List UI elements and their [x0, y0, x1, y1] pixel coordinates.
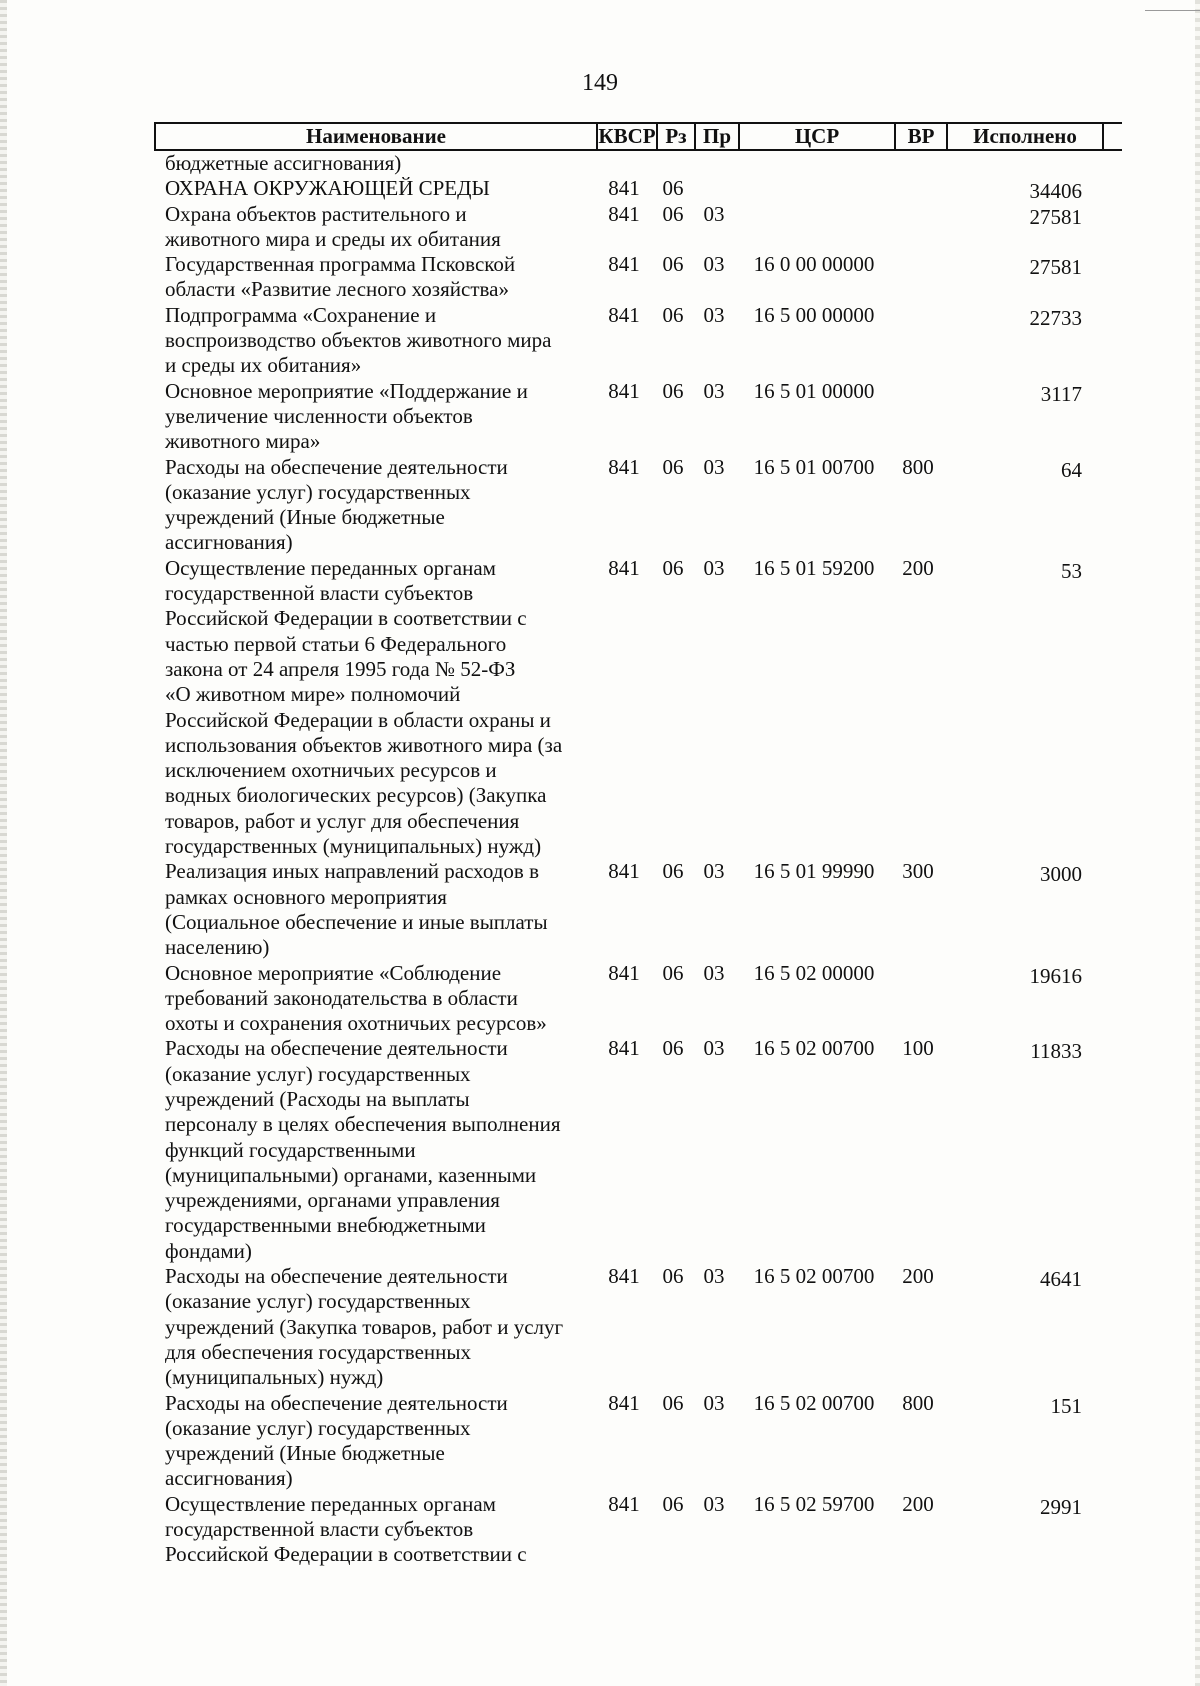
name-line: воспроизводство объектов животного мира [165, 328, 552, 353]
cell-kvsr: 841 [608, 1264, 640, 1289]
name-line: Реализация иных направлений расходов в [165, 859, 540, 884]
cell-csr: 16 5 01 00700 [753, 454, 875, 479]
cell-executed: 64 [1061, 457, 1082, 482]
cell-rz: 06 [662, 302, 684, 327]
name-line: Охрана объектов растительного и [165, 201, 467, 226]
name-line: закона от 24 апреля 1995 года № 52-ФЗ [165, 656, 516, 681]
name-line: Расходы на обеспечение деятельности [165, 1036, 508, 1061]
name-line: использования объектов животного мира (за [165, 732, 563, 757]
name-line: бюджетные ассигнования) [165, 151, 402, 175]
header-rz: Рз [656, 124, 694, 149]
cell-pr: 03 [703, 960, 725, 985]
name-line: Российской Федерации в области охраны и [165, 707, 551, 732]
cell-pr: 03 [703, 302, 725, 327]
name-line: учреждений (Расходы на выплаты [165, 1086, 470, 1111]
name-line: Расходы на обеспечение деятельности [165, 454, 508, 479]
name-line: животного мира и среды их обитания [165, 226, 501, 251]
table-row [154, 202, 1122, 253]
cell-csr: 16 5 02 59700 [753, 1491, 875, 1516]
cell-csr [736, 202, 892, 253]
table-row [154, 961, 1122, 1037]
cell-executed: 151 [1050, 1393, 1082, 1418]
cell-rz: 06 [662, 378, 684, 403]
cell-vr [892, 303, 944, 379]
name-line: (оказание услуг) государственных [165, 479, 471, 504]
cell-pr: 03 [703, 555, 725, 580]
cell-name [154, 379, 594, 455]
cell-kvsr: 841 [608, 252, 640, 277]
name-line: рамках основного мероприятия [165, 884, 447, 909]
cell-pr: 03 [703, 859, 725, 884]
name-line: Российской Федерации в соответствии с [165, 606, 527, 631]
cell-vr [892, 176, 944, 201]
name-line: государственной власти субъектов [165, 581, 474, 606]
table-row [154, 1492, 1122, 1568]
name-line: населению) [165, 935, 270, 960]
name-line: (муниципальных) нужд) [165, 1365, 384, 1390]
cell-pr: 03 [703, 454, 725, 479]
name-line: охоты и сохранения охотничьих ресурсов» [165, 1011, 547, 1036]
cell-csr [736, 151, 892, 176]
table-row [154, 252, 1122, 303]
cell-pr: 03 [703, 252, 725, 277]
cell-executed: 53 [1061, 558, 1082, 583]
table-row [154, 176, 1122, 204]
name-line: Основное мероприятие «Поддержание и [165, 378, 528, 403]
cell-name [154, 1391, 594, 1492]
table-row [154, 1264, 1122, 1390]
cell-pr: 03 [703, 378, 725, 403]
table-body [154, 151, 1122, 1568]
cell-pr: 03 [703, 1491, 725, 1516]
name-line: (оказание услуг) государственных [165, 1061, 471, 1086]
name-line: (Социальное обеспечение и иные выплаты [165, 909, 548, 934]
cell-kvsr: 841 [608, 378, 640, 403]
cell-kvsr [594, 151, 654, 176]
cell-rz: 06 [662, 960, 684, 985]
name-line: учреждениями, органами управления [165, 1188, 500, 1213]
cell-vr: 100 [902, 1036, 934, 1061]
cell-executed: 27581 [1029, 204, 1082, 229]
cell-rz [654, 151, 692, 176]
name-line: (оказание услуг) государственных [165, 1415, 471, 1440]
header-pr: Пр [694, 124, 738, 149]
scan-edge-right [1195, 0, 1200, 1686]
cell-vr [892, 961, 944, 1037]
name-line: исключением охотничьих ресурсов и [165, 758, 497, 783]
cell-executed: 27581 [1029, 255, 1082, 280]
name-line: Расходы на обеспечение деятельности [165, 1264, 508, 1289]
name-line: водных биологических ресурсов) (Закупка [165, 783, 547, 808]
cell-rz: 06 [662, 555, 684, 580]
cell-vr: 800 [902, 1390, 934, 1415]
cell-name [154, 1036, 594, 1264]
cell-rz: 06 [662, 201, 684, 226]
scan-edge-left [0, 0, 7, 1686]
table-row [154, 556, 1122, 860]
cell-vr [892, 202, 944, 253]
cell-rz: 06 [662, 859, 684, 884]
cell-csr: 16 5 00 00000 [753, 302, 875, 327]
table-row [154, 1036, 1122, 1264]
name-line: товаров, работ и услуг для обеспечения [165, 808, 520, 833]
name-line: требований законодательства в области [165, 985, 518, 1010]
cell-rz: 06 [662, 454, 684, 479]
name-line: Российской Федерации в соответствии с [165, 1542, 527, 1567]
cell-vr [892, 151, 944, 176]
cell-vr: 200 [902, 1491, 934, 1516]
name-line: частью первой статьи 6 Федерального [165, 631, 507, 656]
cell-vr: 300 [902, 859, 934, 884]
name-line: области «Развитие лесного хозяйства» [165, 277, 509, 302]
cell-vr [892, 252, 944, 303]
cell-name [154, 556, 594, 860]
cell-executed [944, 154, 1102, 179]
cell-kvsr: 841 [608, 176, 640, 201]
cell-rz: 06 [662, 1264, 684, 1289]
cell-pr: 03 [703, 201, 725, 226]
cell-kvsr: 841 [608, 859, 640, 884]
header-kvsr: КВСР [596, 124, 656, 149]
cell-executed: 2991 [1040, 1494, 1082, 1519]
cell-name [154, 961, 594, 1037]
cell-executed: 3000 [1040, 862, 1082, 887]
cell-kvsr: 841 [608, 960, 640, 985]
name-line: учреждений (Иные бюджетные [165, 505, 445, 530]
table-row [154, 303, 1122, 379]
table-row [154, 379, 1122, 455]
cell-vr: 800 [902, 454, 934, 479]
cell-kvsr: 841 [608, 1390, 640, 1415]
cell-csr: 16 0 00 00000 [753, 252, 875, 277]
cell-rz: 06 [662, 1491, 684, 1516]
cell-csr: 16 5 02 00000 [753, 960, 875, 985]
cell-executed: 34406 [1029, 179, 1082, 204]
cell-csr: 16 5 02 00700 [753, 1390, 875, 1415]
cell-kvsr: 841 [608, 302, 640, 327]
table-header [154, 122, 1122, 151]
name-line: учреждений (Закупка товаров, работ и услуг [165, 1314, 564, 1339]
cell-vr [892, 379, 944, 455]
cell-name [154, 252, 594, 303]
cell-csr [736, 176, 892, 201]
table-row [154, 455, 1122, 556]
cell-rz: 06 [662, 252, 684, 277]
cell-name [154, 1492, 594, 1568]
name-line: (оказание услуг) государственных [165, 1289, 471, 1314]
table-row [154, 151, 1122, 176]
cell-executed: 4641 [1040, 1267, 1082, 1292]
table-row [154, 859, 1122, 960]
name-line: Осуществление переданных органам [165, 555, 496, 580]
cell-csr: 16 5 02 00700 [753, 1264, 875, 1289]
cell-csr: 16 5 02 00700 [753, 1036, 875, 1061]
name-line: ОХРАНА ОКРУЖАЮЩЕЙ СРЕДЫ [165, 176, 490, 201]
scan-corner-mark [1145, 0, 1200, 11]
cell-rz: 06 [662, 1390, 684, 1415]
cell-name [154, 202, 594, 253]
cell-csr: 16 5 01 59200 [753, 555, 875, 580]
header-csr: ЦСР [738, 124, 894, 149]
name-line: увеличение численности объектов [165, 403, 473, 428]
cell-name [154, 176, 594, 201]
cell-pr: 03 [703, 1036, 725, 1061]
cell-executed: 11833 [1030, 1039, 1082, 1064]
name-line: государственной власти субъектов [165, 1517, 474, 1542]
page-number: 149 [582, 70, 618, 96]
cell-kvsr: 841 [608, 201, 640, 226]
cell-kvsr: 841 [608, 555, 640, 580]
cell-pr: 03 [703, 1390, 725, 1415]
cell-executed: 3117 [1040, 381, 1082, 406]
name-line: животного мира» [165, 429, 321, 454]
cell-executed: 22733 [1029, 305, 1082, 330]
name-line: государственными внебюджетными [165, 1213, 486, 1238]
name-line: учреждений (Иные бюджетные [165, 1441, 445, 1466]
cell-rz: 06 [662, 1036, 684, 1061]
budget-table [154, 122, 1122, 1568]
table-row [154, 1391, 1122, 1492]
cell-pr: 03 [703, 1264, 725, 1289]
cell-rz: 06 [662, 176, 684, 201]
name-line: государственных (муниципальных) нужд) [165, 834, 542, 859]
cell-vr: 200 [902, 555, 934, 580]
cell-pr [692, 151, 736, 176]
name-line: ассигнования) [165, 1466, 293, 1491]
name-line: Расходы на обеспечение деятельности [165, 1390, 508, 1415]
cell-kvsr: 841 [608, 1491, 640, 1516]
cell-csr: 16 5 01 00000 [753, 378, 875, 403]
cell-name [154, 859, 594, 960]
name-line: Осуществление переданных органам [165, 1491, 496, 1516]
header-name: Наименование [154, 124, 596, 149]
header-executed: Исполнено [946, 124, 1104, 149]
cell-kvsr: 841 [608, 454, 640, 479]
name-line: для обеспечения государственных [165, 1339, 471, 1364]
name-line: (муниципальными) органами, казенными [165, 1162, 537, 1187]
cell-pr [692, 176, 736, 201]
header-vr: ВР [894, 124, 946, 149]
name-line: ассигнования) [165, 530, 293, 555]
name-line: фондами) [165, 1238, 252, 1263]
name-line: персоналу в целях обеспечения выполнения [165, 1112, 561, 1137]
cell-name [154, 303, 594, 379]
cell-vr: 200 [902, 1264, 934, 1289]
name-line: функций государственными [165, 1137, 416, 1162]
name-line: Государственная программа Псковской [165, 252, 516, 277]
name-line: и среды их обитания» [165, 353, 362, 378]
name-line: Основное мероприятие «Соблюдение [165, 960, 502, 985]
cell-name [154, 1264, 594, 1390]
name-line: Подпрограмма «Сохранение и [165, 302, 437, 327]
cell-name [154, 455, 594, 556]
cell-kvsr: 841 [608, 1036, 640, 1061]
cell-executed: 19616 [1029, 963, 1082, 988]
cell-csr: 16 5 01 99990 [753, 859, 875, 884]
name-line: «О животном мире» полномочий [165, 682, 461, 707]
cell-name [154, 151, 594, 176]
